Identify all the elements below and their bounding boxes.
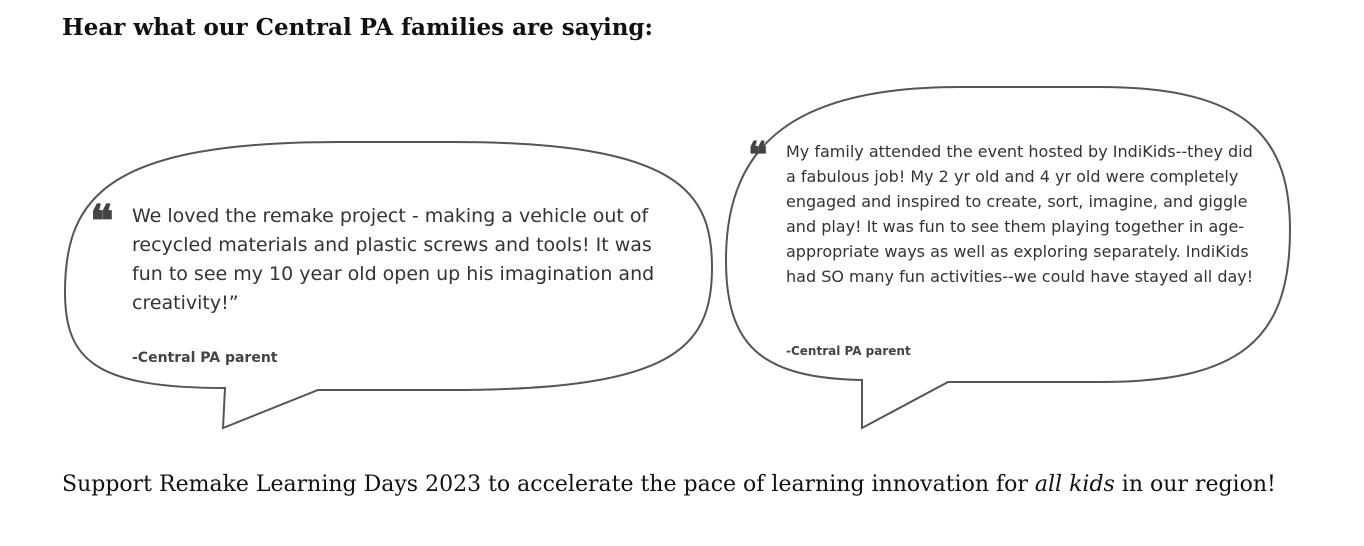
support-callout <box>62 470 1322 500</box>
testimonial-quote-2: My family attended the event hosted by IndiKids--they did a fabulous job! My 2 yr old and 4 yr old were completely engaged and inspired to create, sort, imagine, and giggle and play! It was fun to see them playing together in age-appropriate ways as well as exploring separately. IndiKids had SO many fun activities--we could have stayed all day! <box>786 142 1254 286</box>
quote-icon: ❝ <box>748 134 765 176</box>
quote-icon: ❝ <box>90 196 110 247</box>
page-heading: Hear what our Central PA families are saying: <box>62 14 654 41</box>
testimonial-attribution-2: -Central PA parent <box>786 344 911 358</box>
testimonial-quote-1: We loved the remake project - making a vehicle out of recycled materials and plastic screws and tools! It was fun to see my 10 year old open up his imagination and creativity!” <box>132 205 655 314</box>
support-text-end: in our region! <box>1114 472 1276 497</box>
testimonial-attribution-1: -Central PA parent <box>132 350 278 366</box>
support-emphasis: all kids <box>1034 472 1115 497</box>
support-text-start: Support Remake Learning Days 2023 to accelerate the pace of learning innovation for <box>62 472 1035 497</box>
